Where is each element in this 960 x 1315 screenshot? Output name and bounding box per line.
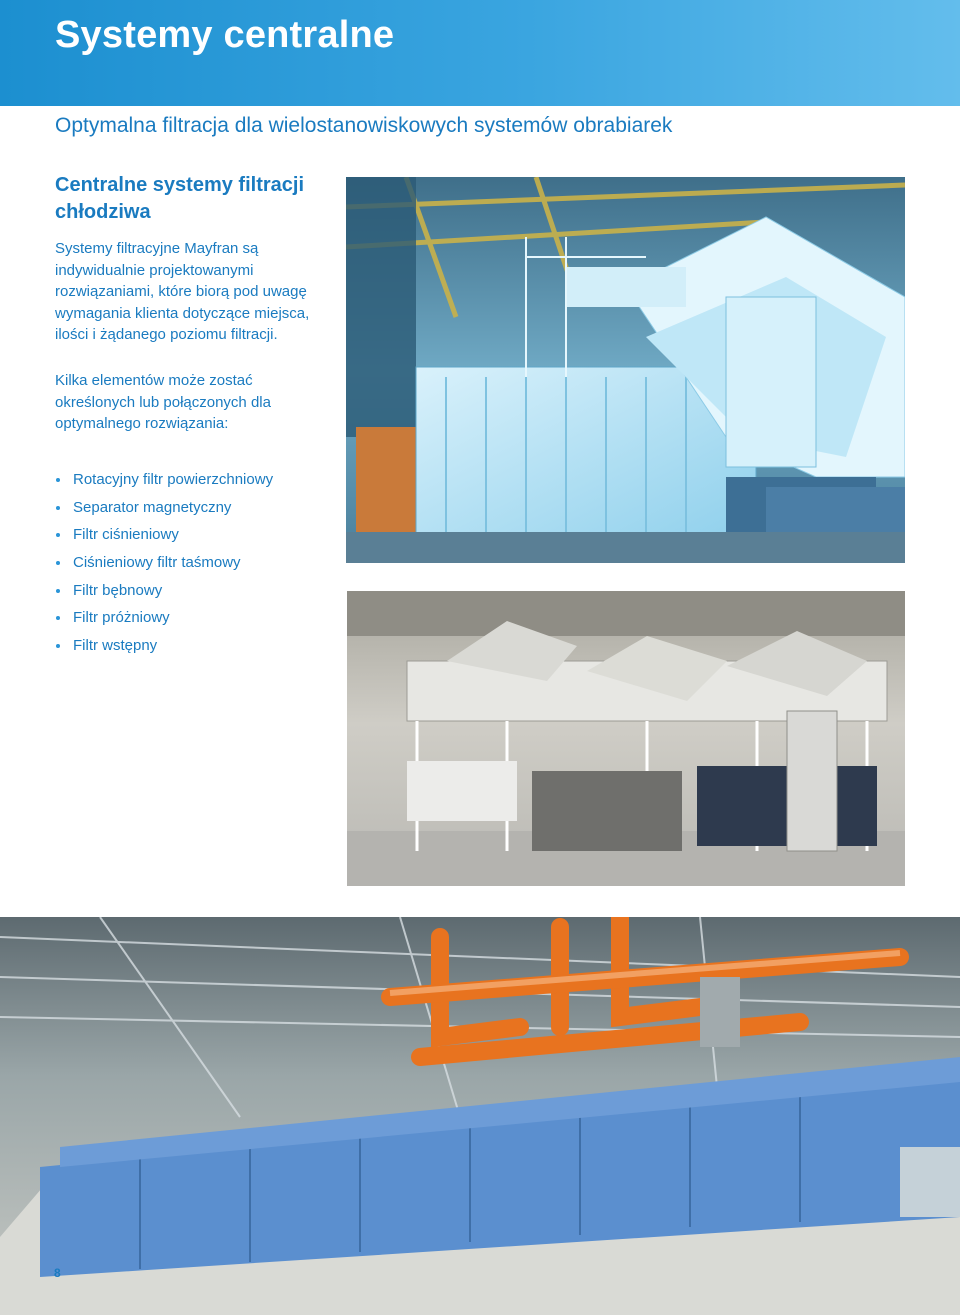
list-item: Filtr próżniowy — [55, 606, 345, 634]
bullet-icon — [56, 561, 60, 565]
photo-filtration-tank-with-pipes — [0, 917, 960, 1315]
page-title: Systemy centralne — [55, 14, 395, 56]
page-number: 8 — [54, 1266, 61, 1280]
elements-paragraph: Kilka elementów może zostać określonych lub połączonych dla optymalnego rozwiązania: — [55, 372, 271, 432]
page-subtitle: Optymalna filtracja dla wielostanowiskowych systemów obrabiarek — [55, 114, 673, 137]
list-item: Filtr ciśnieniowy — [55, 523, 345, 551]
bullet-icon — [56, 506, 60, 510]
header-band — [0, 0, 960, 106]
bullet-icon — [56, 589, 60, 593]
section-title: Centralne systemy filtracji chłodziwa — [55, 174, 304, 223]
list-item: Separator magnetyczny — [55, 496, 345, 524]
bullet-icon — [56, 616, 60, 620]
list-item: Ciśnieniowy filtr taśmowy — [55, 551, 345, 579]
filter-types-list — [55, 468, 345, 662]
list-item: Rotacyjny filtr powierzchniowy — [55, 468, 345, 496]
bullet-icon — [56, 478, 60, 482]
photo-blue-filtration-system — [346, 177, 905, 563]
list-item: Filtr wstępny — [55, 634, 345, 662]
list-item: Filtr bębnowy — [55, 579, 345, 607]
bullet-icon — [56, 644, 60, 648]
intro-paragraph: Systemy filtracyjne Mayfran są indywidualnie projektowanymi rozwiązaniami, które biorą pod uwagę wymagania klienta dotyczące miejsca, ilości i żądanego poziomu filtracji. — [55, 240, 310, 343]
photo-white-filtration-platform — [347, 591, 905, 886]
bullet-icon — [56, 533, 60, 537]
